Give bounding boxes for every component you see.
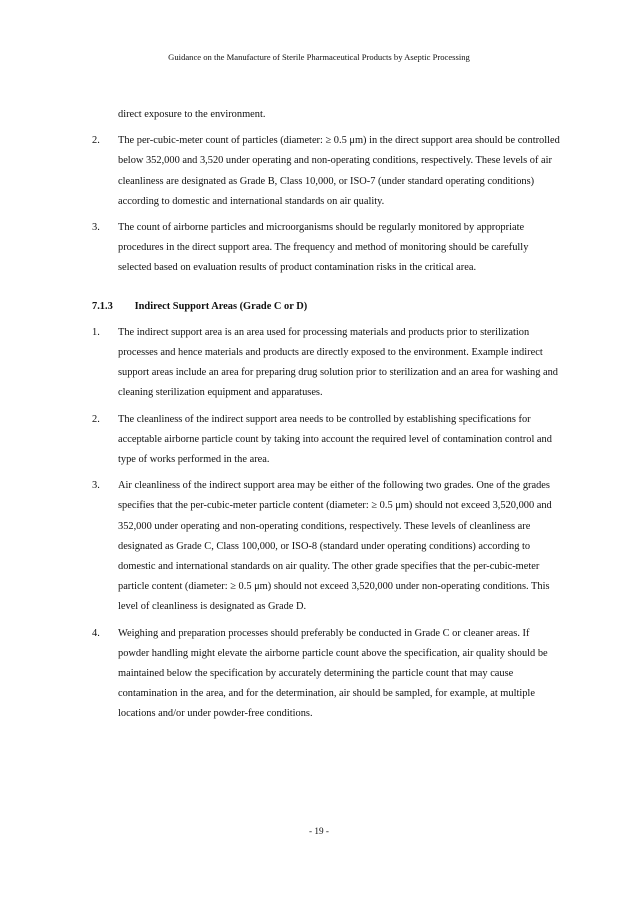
section-heading [92, 297, 562, 317]
list-item-prev-3 [92, 218, 562, 279]
running-header: Guidance on the Manufacture of Sterile Pharmaceutical Products by Aseptic Processing [168, 52, 470, 62]
paragraph-text: direct exposure to the environment. [118, 109, 266, 120]
list-item-2 [92, 410, 562, 471]
item-text: The indirect support area is an area used for processing materials and products prior to sterilization processes and hence materials and products are directly exposed to the environment. Example indirect support areas include an area for preparing drug solution prior to sterilization and an area for washing and cleaning sterilization equipment and apparatuses. [118, 326, 559, 399]
item-text: The cleanliness of the indirect support area needs to be controlled by establishing specifications for acceptable airborne particle count by taking into account the required level of contamination control and type of works performed in the area. [118, 413, 552, 466]
item-number: 2. [92, 135, 100, 147]
item-number: 3. [92, 222, 100, 234]
item-number: 4. [92, 627, 100, 639]
item-text: Air cleanliness of the indirect support area may be either of the following two grades. One of the grades specifies that the per-cubic-meter particle content (diameter: ≥ 0.5 μm) should not exceed 3,520,000 and 352,000 under operating and non-operating conditions, respectively. These levels of cleanliness are designated as Grade C, Class 100,000, or ISO-8 (standard under operating conditions) according to domestic and international standards on air quality. The other grade specifies that the per-cubic-meter particle content (diameter: ≥ 0.5 μm) should not exceed 3,520,000 under non-operating conditions. This level of cleanliness is designated as Grade D. [118, 480, 552, 613]
list-item-3 [92, 476, 562, 617]
list-item-prev-2 [92, 131, 562, 212]
item-number: 2. [92, 413, 100, 425]
list-item-4 [92, 624, 562, 725]
continued-paragraph [92, 105, 562, 125]
item-number: 3. [92, 480, 100, 492]
item-number: 1. [92, 326, 100, 338]
page-body [92, 105, 562, 731]
section-title: Indirect Support Areas (Grade C or D) [134, 300, 308, 312]
item-text: Weighing and preparation processes should preferably be conducted in Grade C or cleaner areas. If powder handling might elevate the airborne particle count above the specification, air quality should be maintained below the specification by accurately determining the particle count that may cause contamination in the area, and for the determination, air should be sampled, for example, at multiple locations and/or under powder-free conditions. [118, 627, 548, 720]
item-text: The per-cubic-meter count of particles (diameter: ≥ 0.5 μm) in the direct support area should be controlled below 352,000 and 3,520 under operating and non-operating conditions, respectively. These levels of air cleanliness are designated as Grade B, Class 10,000, or ISO-7 (under standard operating conditions) according to domestic and international standards on air quality. [118, 135, 560, 207]
list-item-1 [92, 323, 562, 404]
section-number: 7.1.3 [92, 300, 113, 312]
page-number: - 19 - [309, 826, 329, 836]
item-text: The count of airborne particles and microorganisms should be regularly monitored by appropriate procedures in the direct support area. The frequency and method of monitoring should be carefully selected based on evaluation results of product contamination risks in the critical area. [118, 222, 529, 274]
